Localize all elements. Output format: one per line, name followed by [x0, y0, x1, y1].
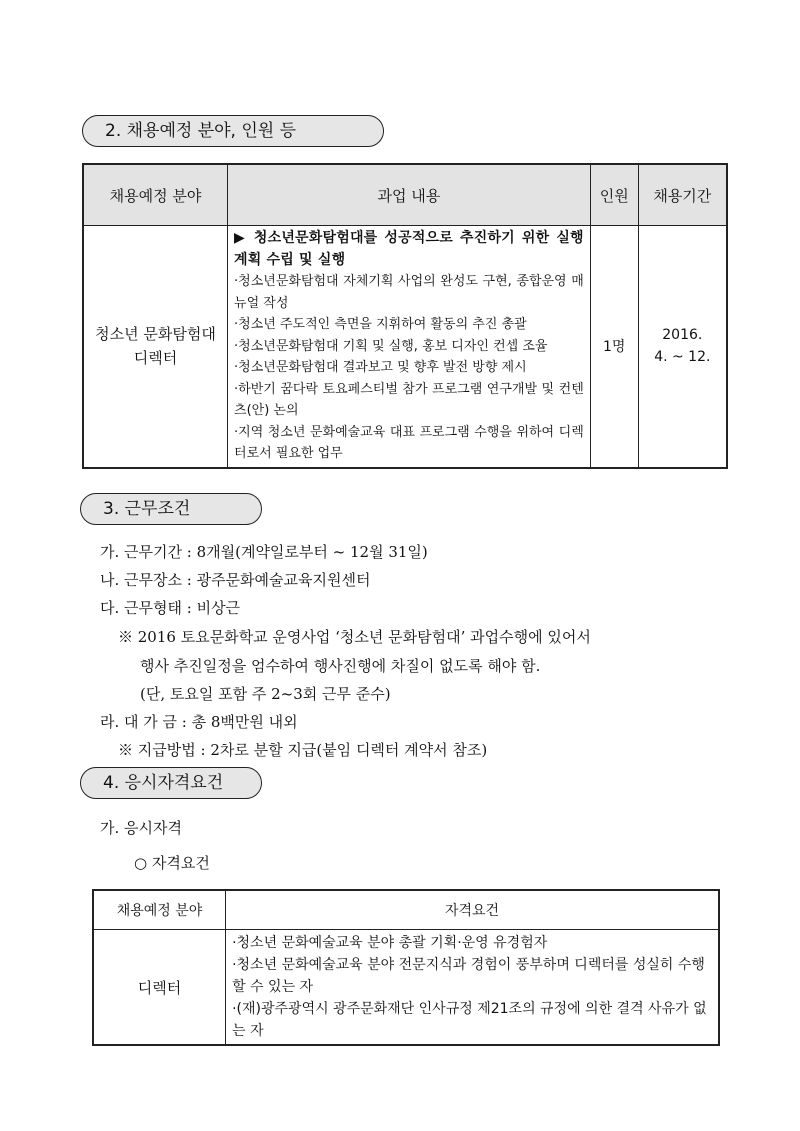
duties-lead: ▶ 청소년문화탐험대를 성공적으로 추진하기 위한 실행 계획 수립 및 실행: [234, 230, 584, 268]
header-period: 채용기간: [638, 164, 727, 226]
requirement-item: ·(재)광주광역시 광주문화재단 인사규정 제21조의 규정에 의한 결격 사유가 없는 자: [232, 1001, 707, 1039]
duties-cell: [228, 226, 591, 468]
duty-item: ·지역 청소년 문화예술교육 대표 프로그램 수행을 위하여 디렉터로서 필요한 업무: [234, 424, 584, 461]
recruitment-table-header-row: [83, 164, 727, 226]
header-duties: 과업 내용: [228, 164, 591, 226]
duty-item: ·청소년 주도적인 측면을 지휘하여 활동의 추진 총괄: [234, 317, 527, 332]
field-cell: [83, 226, 228, 468]
recruitment-table: [82, 163, 728, 469]
work-note-2: 행사 추진일정을 엄수하여 행사진행에 차질이 없도록 해야 함.: [140, 657, 541, 675]
duty-item: ·청소년문화탐험대 자체기획 사업의 완성도 구현, 종합운영 매뉴얼 작성: [234, 274, 584, 311]
period-cell: [638, 226, 727, 468]
requirement-item: ·청소년 문화예술교육 분야 총괄 기획·운영 유경험자: [232, 935, 548, 951]
header-requirements: 자격요건: [226, 890, 719, 930]
work-note-3: (단, 토요일 포함 주 2~3회 근무 준수): [140, 685, 391, 703]
work-note-1: ※ 2016 토요문화학교 운영사업 ‘청소년 문화탐험대’ 과업수행에 있어서: [118, 628, 591, 646]
header-field: 채용예정 분야: [83, 164, 228, 226]
work-period: 가. 근무기간 : 8개월(계약일로부터 ~ 12월 31일): [100, 543, 428, 561]
qualification-subheading: ○ 자격요건: [134, 854, 210, 872]
requirements-cell: [226, 930, 719, 1046]
work-location: 나. 근무장소 : 광주문화예술교육지원센터: [100, 571, 371, 589]
period-text: 2016. 4. ~ 12.: [654, 327, 711, 366]
qualification-field-cell: 디렉터: [93, 930, 226, 1046]
section-3-heading: 3. 근무조건: [80, 493, 262, 525]
headcount-cell: 1명: [590, 226, 638, 468]
recruitment-table-row: [83, 226, 727, 468]
payment-amount: 라. 대 가 금 : 총 8백만원 내외: [100, 713, 298, 731]
qualification-table-row: [93, 930, 719, 1046]
qualification-table-header-row: [93, 890, 719, 930]
section-2-heading: 2. 채용예정 분야, 인원 등: [82, 115, 384, 147]
duty-item: ·하반기 꿈다락 토요페스티벌 참가 프로그램 연구개발 및 컨텐츠(안) 논의: [234, 381, 584, 418]
payment-method: ※ 지급방법 : 2차로 분할 지급(붙임 디렉터 계약서 참조): [118, 741, 488, 759]
section-4-heading: 4. 응시자격요건: [80, 767, 262, 799]
eligibility-subheading: 가. 응시자격: [100, 819, 182, 837]
duty-item: ·청소년문화탐험대 결과보고 및 향후 발전 방향 제시: [234, 360, 527, 375]
duty-item: ·청소년문화탐험대 기획 및 실행, 홍보 디자인 컨셉 조율: [234, 338, 548, 354]
field-text: 청소년 문화탐험대 디렉터: [95, 325, 216, 368]
header-field: 채용예정 분야: [93, 890, 226, 930]
requirement-item: ·청소년 문화예술교육 분야 전문지식과 경험이 풍부하며 디렉터를 성실히 수행 할 수 있는 자: [232, 957, 705, 995]
qualification-table: [92, 889, 720, 1046]
work-type: 다. 근무형태 : 비상근: [100, 599, 241, 617]
header-headcount: 인원: [590, 164, 638, 226]
